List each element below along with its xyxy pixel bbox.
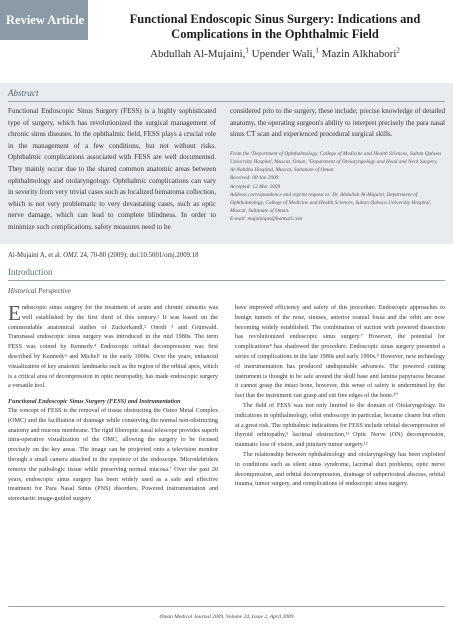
abstract-divider [8,101,445,102]
citation: Al-Mujaini A, et al. OMJ. 24, 70-80 (2009); doi:10.5001/omj.2009.18 [8,252,199,259]
article-title [110,12,440,42]
author-list [110,46,440,60]
paragraph: have improved efficiency and safety of this procedure. Endoscopic approaches to benign tumors of the nose, sinuses, anterior cranial fossa and the orbit are now becoming widely established. The combination of suction with powered dissection has revolutionized endoscopic sinus surgery.⁷ However, the potential for complications⁸ has shadowed the procedure. Endoscopic sinus surgery presented a series of complications in the late 1980s and early 1990s.⁹ However, new technology of instrumentation has produced undisputable advances. The powered cutting instrument is thought to be safe around the skull base and lamina papyracea because it cannot grasp the intact bone, however, this sense of safety is undermined by the fact that the instrument can grasp and cut free edges of the bone.¹⁰ [235,305,445,400]
footer-divider [8,606,445,607]
section-title: Introduction [8,267,53,277]
abstract-text-left: Functional Endoscopic Sinus Surgery (FESS) is a highly sophisticated type of surgery, which has revolutionized the surgical management of chronic sinus diseases. In the ophthalmic field, FESS plays a crucial role in the management of a few conditions, but not without risks. Ophthalmic complications associated with FESS are well documented. They mainly occur due to the shared common anatomic areas between ophthalmology and otolaryngology. Ophthalmic complications can vary in severity from very trivial cases such as localized hematoma collection, which is not very problematic to very devastating cases, such as optic nerve damage, which can lead to complete blindness. In order to minimize such complications, safety measures need to be [8,107,216,231]
journal-footer: Oman Medical Journal 2009, Volume 24, Issue 2, April 2009 [159,614,294,620]
accepted-date: Accepted: 12 Mar 2009 [230,183,281,190]
article-type-badge: Review Article [0,0,88,40]
subsection-heading-fess: Functional Endoscopic Sinus Surgery (FESS) and Instrumentation [8,398,181,406]
email: E-mail: mujainiqus@hotmail.com [230,216,303,223]
title-line-1: Functional Endoscopic Sinus Surgery: Indications and [129,12,421,26]
paragraph: The relationship between ophthalmology and otolaryngology has been exploited in conditions such as silent sinus syndrome, lacrimal duct problems, optic nerve decompression, and orbital decompression, drainage of subperiosteal abscess, orbital trauma, tumor surgery, and complications of endoscopic sinus surgery. [235,451,445,488]
title-line-2: Complications in the Ophthalmic Field [171,27,379,41]
body-column-left [8,301,218,505]
abstract-heading: Abstract [8,88,39,98]
abstract-text-right: considered prio to the surgery, these include; precise knowledge of detailed anatomy, the operating surgeon's ability to interpret precisely the para nasal sinus CT scan and experienced procedural surgical skills. [230,107,445,139]
drop-cap: E [8,301,21,325]
received-date: Received: 08 Jan 2009 [230,175,279,182]
paragraph: Endoscopic sinus surgery for the treatment of acute and chronic sinusitis was well established by the first third of this century.¹ It was based on the commendable anatomical studies of Zuckerkandl,² Onodi ³ and Grünwald. Transnasal endoscopic sinus surgery was introduced in the mid 1980s. The term FESS was coined by Kennedy.⁴ Endoscopic orbital decompression was first described by Kennedy⁵ and Michel⁶ in the early 1990s. Over the years, enhanced visualization of key anatomic landmarks such as the region of the orbital apex, which is a critical area of decompression in optic neuropathy, has made endoscopic surgery a versatile tool. [8,301,218,390]
section-divider [8,280,445,281]
paragraph: The field of FESS was not only limited to the domain of Otolaryngology. Its indications in ophthalmology, orbit endoscopy in particular, became clearer but often at a great risk. The ophthalmic indications for FESS include orbital decompression of thyroid orbitopathy,⁵ lacrimal obstruction,¹¹ Optic Nerve (ON) decompression, traumatic loss of vision, and pituitary tumor surgery.¹² [235,402,445,449]
author-2: Upender Wali,$^1$ [248,46,319,60]
affiliations: From the ¹Department of Ophthalmology, College of Medicine and Health Sciences, Sultan Qaboos University Hospital, Muscat, Oman, ²Department of Otolaryngology and Head and Neck Surgery, Al-Nahdha Hospital, Muscat, Sultanate of Oman. [230,150,442,174]
paragraph: The concept of FESS is the removal of tissue obstructing the Osteo Metal Complex (OMC) and the facilitation of drainage while conserving the normal non-obstructing anatomy and mucous membrane. The rigid fiberoptic nasal telescope provides superb intra-operative visualization of the OMC, allowing the surgery to be focused precisely on the key areas. The image can be projected onto a television monitor through a small camera attached to the eyepiece of the endoscope. Microdebriders remove the pathologic tissue while preserving normal mucosa.⁷ Over the past 20 years, endoscopic sinus surgery has been widely used as a safe and effective treatment for Para Nasal Sinus (PNS) disorders. Powered instrumentation and stereotactic image-guided surgery [8,407,218,503]
correspondence: Address correspondence and reprint request to: Dr. Abdullah Al-Mujaini, Department of Ophthalmology, College of Medicine and Health Sciences, Sultan Qaboos University Hospital, Muscat, Sultanate of Oman. [230,191,432,215]
abstract-right-column [230,106,445,224]
body-column-right [235,304,445,490]
author-1: Abdullah Al-Mujaini,$^1$ [150,46,249,60]
subsection-title: Historical Perspective [8,287,71,295]
author-3: Mazin Alkhabori$^2$ [318,46,400,60]
